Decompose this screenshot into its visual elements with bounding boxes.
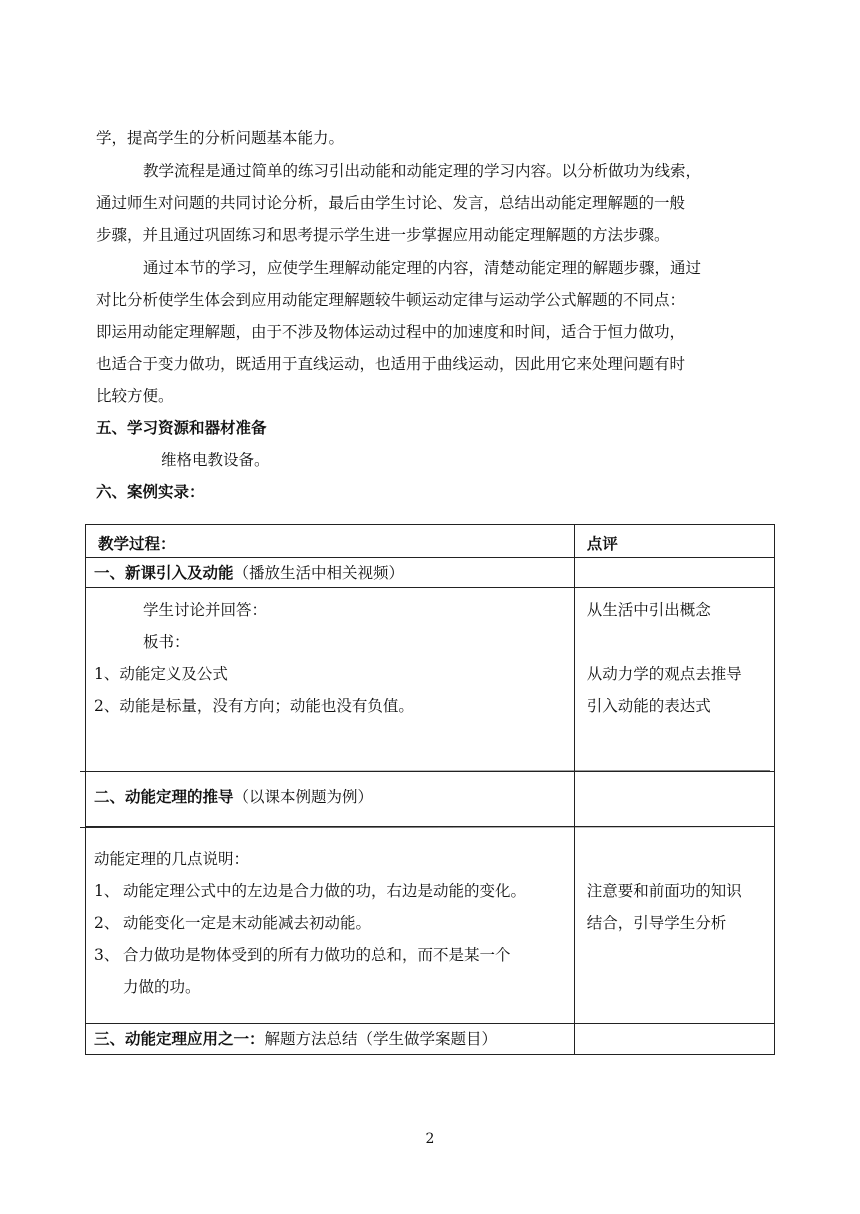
section2-comment-cell: [574, 772, 774, 827]
section2-title: [94, 787, 373, 807]
intro-para2-line5: 比较方便。: [96, 387, 174, 405]
section1-title-note: （播放生活中相关视频）: [233, 564, 405, 582]
section3-title: [94, 1029, 497, 1049]
case-record-table: [85, 524, 775, 1055]
intro-para1-line2: 通过师生对问题的共同讨论分析，最后由学生讨论、发言，总结出动能定理解题的一般: [96, 194, 686, 212]
comment2-line: 注意要和前面功的知识: [586, 882, 742, 900]
intro-para2-line4: 也适合于变力做功，既适用于直线运动，也适用于曲线运动，因此用它来处理问题有时: [96, 355, 686, 373]
intro-para2-line1: 通过本节的学习，应使学生理解动能定理的内容，清楚动能定理的解题步骤，通过: [143, 259, 702, 277]
content2-item-text: 合力做功是物体受到的所有力做功的总和，而不是某一个: [123, 946, 511, 964]
content2-item-continuation: 力做的功。: [123, 978, 201, 996]
content1-line: 2、动能是标量，没有方向；动能也没有负值。: [94, 697, 414, 715]
page-number: 2: [425, 1131, 435, 1147]
header-right-text: 点评: [586, 534, 618, 553]
table-row-content2: [86, 827, 775, 1024]
intro-para1-line1: 教学流程是通过简单的练习引出动能和动能定理的学习内容。以分析做功为线索，: [143, 162, 702, 180]
section3-title-bold: 三、动能定理应用之一：: [94, 1029, 265, 1048]
section2-title-cell: [86, 772, 575, 827]
table-header-row: [86, 525, 775, 558]
table-row-section1: [86, 558, 775, 588]
section2-title-bold: 二、动能定理的推导: [94, 787, 234, 806]
section6-heading: 六、案例实录：: [96, 482, 205, 501]
comment2-cell: [574, 827, 774, 1024]
header-left-text: 教学过程：: [98, 534, 176, 553]
content2-item-num: 2、: [94, 914, 120, 932]
intro-para2-line2: 对比分析使学生体会到应用动能定理解题较牛顿运动定律与运动学公式解题的不同点：: [96, 291, 686, 309]
content1-line: 1、动能定义及公式: [94, 665, 228, 683]
section5-body: 维格电教设备。: [161, 451, 270, 469]
content1-cell: [86, 588, 575, 772]
section1-title: [94, 563, 404, 583]
content1-line: 板书：: [143, 633, 190, 651]
section1-title-bold: 一、新课引入及动能: [94, 563, 234, 582]
content2-item-num: 1、: [94, 882, 120, 900]
intro-para1-line3: 步骤，并且通过巩固练习和思考提示学生进一步掌握应用动能定理解题的方法步骤。: [96, 226, 670, 244]
table-row-section3: [86, 1024, 775, 1055]
section5-heading: 五、学习资源和器材准备: [96, 418, 267, 437]
section1-title-cell: [86, 558, 575, 588]
section3-title-cell: [86, 1024, 575, 1055]
comment1-cell: [574, 588, 774, 772]
section3-comment-cell: [574, 1024, 774, 1055]
table-row-content1: [86, 588, 775, 772]
content1-line: 学生讨论并回答：: [143, 601, 268, 619]
table-row-section2: [86, 772, 775, 827]
table-header-process: [86, 525, 575, 558]
content2-item-text: 动能定理公式中的左边是合力做的功，右边是动能的变化。: [123, 882, 527, 900]
comment1-line: 引入动能的表达式: [586, 697, 711, 715]
intro-para2-line3: 即运用动能定理解题，由于不涉及物体运动过程中的加速度和时间，适合于恒力做功，: [96, 323, 686, 341]
intro-line: 学，提高学生的分析问题基本能力。: [96, 129, 345, 147]
content2-title: 动能定理的几点说明：: [94, 850, 250, 868]
section1-comment-cell: [574, 558, 774, 588]
content2-item-num: 3、: [94, 946, 120, 964]
section2-title-note: （以课本例题为例）: [233, 788, 374, 806]
content2-item-text: 动能变化一定是末动能减去初动能。: [123, 914, 372, 932]
comment1-line: 从动力学的观点去推导: [586, 665, 742, 683]
comment1-line: 从生活中引出概念: [586, 601, 711, 619]
section3-title-note: 解题方法总结（学生做学案题目）: [264, 1030, 498, 1048]
content2-cell: [86, 827, 575, 1024]
table-header-comment: [574, 525, 774, 558]
comment2-line: 结合，引导学生分析: [586, 914, 727, 932]
